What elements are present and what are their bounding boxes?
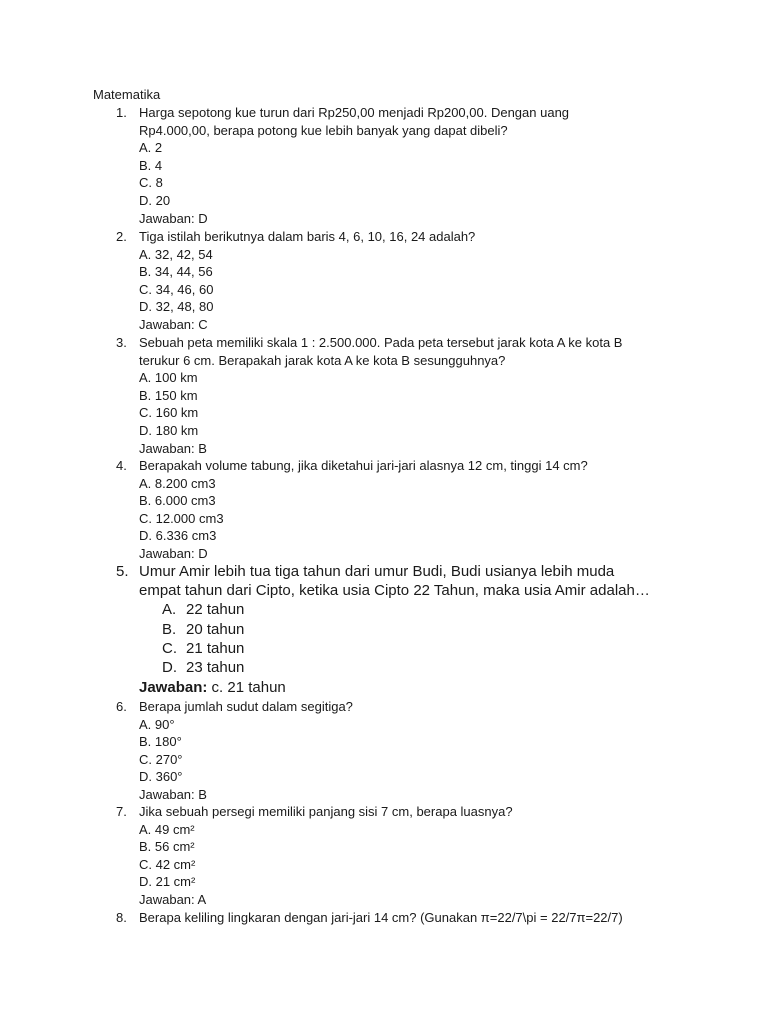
- option-d: D. 21 cm²: [139, 874, 196, 890]
- question-number: 8.: [116, 910, 127, 925]
- option-text: 21 tahun: [186, 639, 245, 657]
- answer: [139, 678, 679, 697]
- question-text: Rp4.000,00, berapa potong kue lebih banyak yang dapat dibeli?: [139, 122, 508, 138]
- answer: Jawaban: C: [139, 316, 208, 332]
- option-d: D. 360°: [139, 769, 183, 785]
- question-text: Sebuah peta memiliki skala 1 : 2.500.000. Pada peta tersebut jarak kota A ke kota B: [139, 335, 623, 350]
- option-b: B. 150 km: [139, 387, 198, 403]
- option-d: D. 32, 48, 80: [139, 299, 214, 315]
- option-b: B. 6.000 cm3: [139, 493, 216, 509]
- option-c: C. 8: [139, 175, 163, 191]
- option-text: 20 tahun: [186, 620, 245, 638]
- question-body: [139, 104, 679, 227]
- option-c: C. 42 cm²: [139, 856, 196, 872]
- option-text: 23 tahun: [186, 658, 245, 676]
- option-c: C. 12.000 cm3: [139, 510, 224, 526]
- question-number: 2.: [116, 229, 127, 244]
- question-body: [139, 909, 679, 927]
- option-b: B. 34, 44, 56: [139, 264, 213, 280]
- option-a: A. 100 km: [139, 370, 198, 386]
- question-text: Berapa jumlah sudut dalam segitiga?: [139, 699, 353, 714]
- document-title: Matematika: [93, 87, 161, 102]
- option-a: A. 49 cm²: [139, 821, 195, 837]
- option-b: B. 180°: [139, 734, 182, 750]
- question-text: empat tahun dari Cipto, ketika usia Cipto 22 Tahun, maka usia Amir adalah…: [139, 582, 650, 600]
- question-text: Berapakah volume tabung, jika diketahui jari-jari alasnya 12 cm, tinggi 14 cm?: [139, 458, 588, 473]
- question-body: [139, 334, 679, 457]
- option-a: A. 8.200 cm3: [139, 475, 216, 491]
- answer: Jawaban: D: [139, 210, 208, 226]
- option-a: A. 2: [139, 140, 163, 156]
- option-c: C. 270°: [139, 751, 183, 767]
- answer: Jawaban: B: [139, 786, 207, 802]
- option-label: D.: [162, 658, 177, 676]
- option-text: 22 tahun: [186, 601, 245, 619]
- option-c: [139, 639, 679, 658]
- question-body: [139, 562, 679, 697]
- question-number: 4.: [116, 458, 127, 473]
- question-text: Jika sebuah persegi memiliki panjang sisi 7 cm, berapa luasnya?: [139, 804, 513, 819]
- option-a: A. 32, 42, 54: [139, 246, 213, 262]
- option-d: D. 180 km: [139, 422, 199, 438]
- option-b: [139, 620, 679, 639]
- answer: Jawaban: A: [139, 891, 207, 907]
- question-body: [139, 228, 679, 334]
- answer: Jawaban: B: [139, 440, 207, 456]
- question-text: Berapa keliling lingkaran dengan jari-jari 14 cm? (Gunakan π=22/7\pi = 22/7π=22/7): [139, 910, 623, 925]
- answer-value: c. 21 tahun: [207, 679, 286, 697]
- question-text: terukur 6 cm. Berapakah jarak kota A ke kota B sesungguhnya?: [139, 352, 506, 368]
- question-number: 1.: [116, 105, 127, 120]
- option-label: C.: [162, 639, 177, 657]
- option-b: B. 4: [139, 157, 163, 173]
- option-d: [139, 658, 679, 677]
- question-body: [139, 803, 679, 909]
- question-text: Umur Amir lebih tua tiga tahun dari umur Budi, Budi usianya lebih muda: [139, 563, 615, 580]
- option-c: C. 160 km: [139, 405, 199, 421]
- question-number: 3.: [116, 335, 127, 350]
- option-label: A.: [162, 601, 177, 619]
- option-b: B. 56 cm²: [139, 839, 195, 855]
- option-d: D. 6.336 cm3: [139, 528, 217, 544]
- question-text: Harga sepotong kue turun dari Rp250,00 menjadi Rp200,00. Dengan uang: [139, 105, 570, 120]
- question-text: Tiga istilah berikutnya dalam baris 4, 6, 10, 16, 24 adalah?: [139, 229, 476, 244]
- question-number: 7.: [116, 804, 127, 819]
- option-a: A. 90°: [139, 716, 175, 732]
- question-body: [139, 698, 679, 804]
- option-d: D. 20: [139, 192, 171, 208]
- option-a: [139, 600, 679, 619]
- question-number: 6.: [116, 699, 127, 714]
- answer-label: Jawaban:: [139, 679, 208, 697]
- answer: Jawaban: D: [139, 545, 208, 561]
- option-c: C. 34, 46, 60: [139, 281, 214, 297]
- question-number: 5.: [116, 563, 129, 580]
- option-label: B.: [162, 620, 177, 638]
- question-body: [139, 457, 679, 563]
